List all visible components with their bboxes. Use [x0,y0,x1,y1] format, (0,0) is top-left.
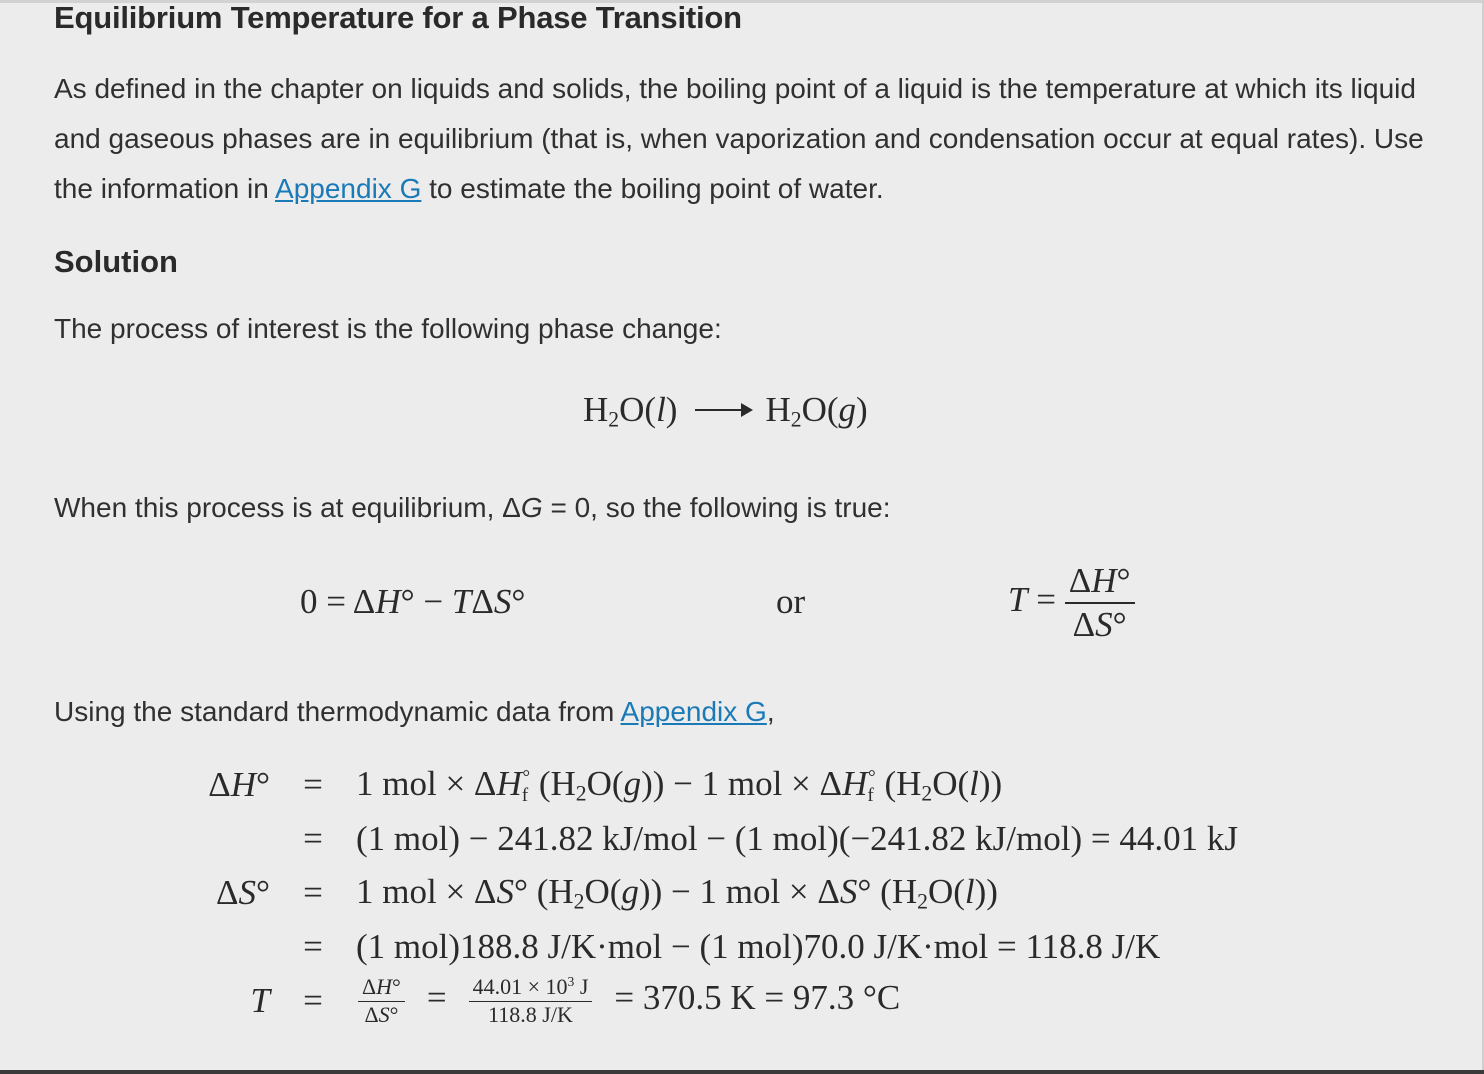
calculation-block [180,758,1238,1028]
temperature-fraction: $\frac{\Delta H^\circ}{\Delta S^\circ}$ [1065,560,1135,646]
bottom-border [0,1070,1484,1074]
calc-lhs-t: T [250,981,270,1020]
calc-rhs-ds-value: (1 mol)188.8 J/K·mol − (1 mol)70.0 J/K·mol = 118.8 J/K [356,927,1161,966]
calc-row-entropy [180,866,1238,920]
solution-heading: Solution [54,244,178,279]
equilibrium-var: G [520,492,543,523]
calc-row-enthalpy-value [180,812,1238,866]
empty-cell [180,812,270,866]
fraction-numerator-unit: J [574,974,589,1000]
fraction-denominator: 118.8 J/K [488,1001,573,1027]
fraction-numerator-value: 44.01 × 10 [472,974,568,1000]
or-label: or [776,582,806,621]
intro-text: As defined in the chapter on liquids and solids, the boiling point of a liquid is the temperature at which its liquid and gaseous phases are in equilibrium (that is, when vaporization and condensation occur at equal rates). Use the information in [54,73,1424,204]
equilibrium-text-start: When this process is at equilibrium, Δ [54,492,521,523]
calc-lhs-dh: ΔH° [208,765,270,804]
calc-rhs-t: $\frac{\Delta H^\circ}{\Delta S^\circ}$ = $\frac{44.01 \times 10^3 J}{118.8 J/K}$ = 370.5 K = 97.3 °C [356,974,1238,1028]
process-text: The process of interest is the following phase change: [54,313,722,344]
appendix-g-link-2[interactable]: Appendix G [620,696,767,727]
calc-rhs-ds: 1 mol × ΔS° $(H_2O(g)) - 1$ mol × ΔS° $(H_2O(l))$ [356,871,998,914]
equilibrium-text-end: = 0, so the following is true: [542,492,891,523]
using-text [54,696,775,728]
using-text-end: , [766,696,775,727]
equals-sign: = [303,981,323,1020]
dh-over-ds-fraction: $\frac{\Delta H^\circ}{\Delta S^\circ}$ [358,974,405,1028]
phase-change-equation: $H_2O(l)$ $H_2O(g)$ [583,390,868,432]
equals-sign: = [303,819,323,858]
reaction-arrow [695,409,751,411]
appendix-g-link[interactable]: Appendix G [275,173,422,204]
temperature-result: = 370.5 K = 97.3 °C [614,978,901,1018]
gibbs-equation: 0 = ΔH° − TΔS° [300,582,526,621]
fraction-numerator-exponent: 3 [567,974,575,990]
empty-cell [180,920,270,974]
equals-sign: = [303,873,323,912]
equilibrium-text [54,492,891,524]
temperature-equation: T = $\frac{\Delta H^\circ}{\Delta S^\circ}$ [1008,560,1135,646]
calc-rhs-dh: 1 mol × $\Delta H_f^\circ$ $(H_2O(g)) - 1$ mol × $\Delta H_f^\circ$ $(H_2O(l))$ [356,763,1003,806]
intro-text-end: to estimate the boiling point of water. [421,173,884,204]
calc-row-entropy-value [180,920,1238,974]
calc-row-enthalpy [180,758,1238,812]
calc-rhs-dh-value: (1 mol) − 241.82 kJ/mol − (1 mol)(−241.82 kJ/mol) = 44.01 kJ [356,819,1238,858]
equals-sign: = [303,927,323,966]
using-text-start: Using the standard thermodynamic data from [54,696,621,727]
calc-row-temperature [180,974,1238,1028]
value-fraction [469,974,593,1028]
calc-lhs-ds: ΔS° [215,873,270,912]
equals-sign: = [303,765,323,804]
page-title: Equilibrium Temperature for a Phase Transition [54,0,742,35]
intro-paragraph [54,64,1434,214]
